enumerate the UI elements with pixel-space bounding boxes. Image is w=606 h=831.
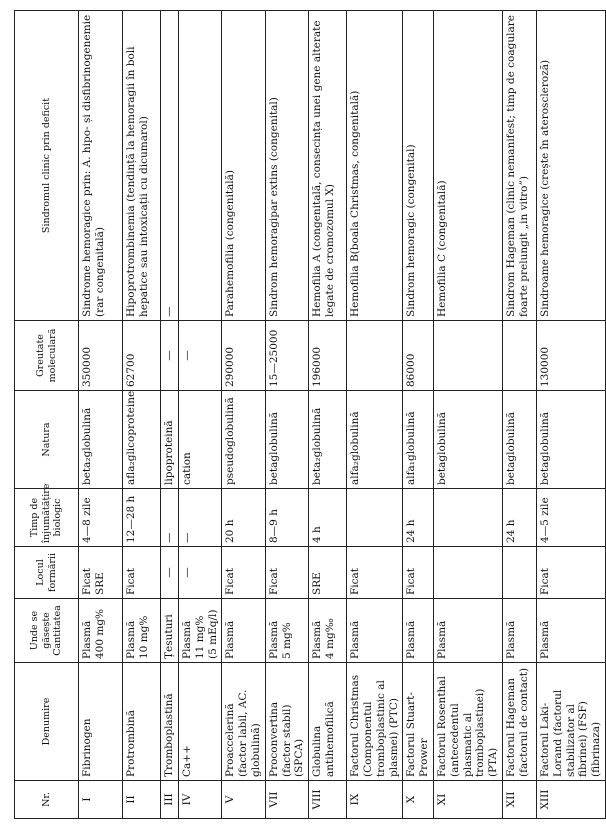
cell-formation: — [161,547,179,599]
cell-weight: — [161,321,179,391]
cell-nature: pseudoglobulină [222,391,265,489]
cell-formation: Ficat [403,547,434,599]
cell-syndrome: Parahemofilia (congenitală) [222,11,265,321]
cell-syndrome: Sindrom hemoragic (congenital) [403,11,434,321]
table-row [502,11,536,819]
table-row [433,11,502,819]
cell-syndrome: Hipoprotrombinemia (tendință la hemoragii în boli hepatice sau intoxicații cu dicumarol) [123,11,161,321]
cell-nr: II [123,781,161,819]
cell-weight [502,321,536,391]
cell-location: Plasmă [502,599,536,663]
cell-weight: 130000 [536,321,605,391]
cell-nature: betaglobulină [502,391,536,489]
cell-syndrome [179,11,222,321]
cell-location: Plasmă 4 mg‰ [309,599,347,663]
cell-name: Proconvertina (factor stabil) (SPCA) [265,663,308,781]
cell-nature: betaglobulină [433,391,502,489]
cell-nr: III [161,781,179,819]
cell-name: Globulina antihemofilică [309,663,347,781]
cell-weight: 290000 [222,321,265,391]
cell-name: Protrombină [123,663,161,781]
cell-halflife: — [179,489,222,547]
cell-name: Factorul Christmas (Componentul tromboplastinic al plasmei) (PTC) [347,663,403,781]
cell-weight: 86000 [403,321,434,391]
cell-nature: betaglobulină [536,391,605,489]
cell-nature: alfa₂globulină [347,391,403,489]
cell-formation: — [179,547,222,599]
cell-syndrome: Hemofilia C (congenitală) [433,11,502,321]
table-row [222,11,265,819]
cell-formation [433,547,502,599]
cell-weight: 196000 [309,321,347,391]
cell-halflife [347,489,403,547]
cell-nature: cation [179,391,222,489]
cell-syndrome: Sindrom Hageman (clinic nemanifest; timp de coagulare foarte prelungit „in vitro”) [502,11,536,321]
cell-syndrome: Hemofilia A (congenitală, consecința unei gene alterate legate de cromozomul X) [309,11,347,321]
table-row [265,11,308,819]
header-syndrome: Sindromul clinic prin deficit [15,11,79,321]
cell-halflife: 4 h [309,489,347,547]
cell-formation: Ficat [123,547,161,599]
cell-weight [347,321,403,391]
table-row [79,11,123,819]
table-row [309,11,347,819]
cell-syndrome: Hemofilia B(boala Christmas, congenitală) [347,11,403,321]
cell-weight [433,321,502,391]
cell-syndrome: Sindrom hemoragipar extins (congenital) [265,11,308,321]
cell-location: Plasmă [222,599,265,663]
header-nr: Nr. [15,781,79,819]
cell-halflife: 12—28 h [123,489,161,547]
cell-name: Ca++ [179,663,222,781]
cell-name: Factorul Laki-Lorand (factorul stabilizator al fibrinei) (FSF) (fibrinaza) [536,663,605,781]
cell-location: Țesuturi [161,599,179,663]
table-row [123,11,161,819]
cell-nr: XI [433,781,502,819]
header-name: Denumire [15,663,79,781]
cell-formation: Ficat [265,547,308,599]
table-row [179,11,222,819]
cell-nature: beta₂globulină [79,391,123,489]
cell-halflife: — [161,489,179,547]
cell-syndrome: — [161,11,179,321]
cell-syndrome: Sindrome hemoragice prin: A. hipo- și disfibrinogenemie (rar congenitală) [79,11,123,321]
cell-name: Tromboplastină [161,663,179,781]
cell-formation: Ficat [536,547,605,599]
header-location: Unde se găsește Cantitatea [15,599,79,663]
table-row [536,11,605,819]
table-row [403,11,434,819]
coagulation-factors-table [14,10,606,819]
cell-halflife: 4—5 zile [536,489,605,547]
cell-name: Fibrinogen [79,663,123,781]
cell-location: Plasmă [536,599,605,663]
cell-formation: Ficat [347,547,403,599]
header-halflife: Timp de înjumătățire biologic [15,489,79,547]
cell-halflife: 20 h [222,489,265,547]
cell-location: Plasmă [433,599,502,663]
cell-location: Plasmă 10 mg% [123,599,161,663]
cell-syndrome: Sindroame hemoragice (crește în ateroscleroză) [536,11,605,321]
cell-halflife: 4—8 zile [79,489,123,547]
cell-name: Factorul Rosenthal (antecedentul plasmatic al tromboplastinei) (PTA) [433,663,502,781]
cell-nature: alfa₁globulină [403,391,434,489]
cell-formation: Ficat SRE [79,547,123,599]
cell-location: Plasmă [347,599,403,663]
cell-name: Factorul Stuart-Prower [403,663,434,781]
header-nature: Natura [15,391,79,489]
cell-location: Plasmă [403,599,434,663]
cell-weight: — [179,321,222,391]
cell-weight: 15—25000 [265,321,308,391]
cell-halflife: 24 h [502,489,536,547]
cell-halflife [433,489,502,547]
cell-nr: XIII [536,781,605,819]
cell-name: Factorul Hageman (factorul de contact) [502,663,536,781]
header-formation: Locul formării [15,547,79,599]
cell-nr: I [79,781,123,819]
cell-formation: SRE [309,547,347,599]
cell-location: Plasmă 11 mg% (5 mEq/l) [179,599,222,663]
cell-nature: beta₂globulină [309,391,347,489]
cell-nr: XII [502,781,536,819]
header-row [15,11,79,819]
table-row [161,11,179,819]
cell-formation [502,547,536,599]
table-row [347,11,403,819]
cell-nature: lipoproteină [161,391,179,489]
cell-nature: betaglobulină [265,391,308,489]
cell-nr: IV [179,781,222,819]
cell-halflife: 8—9 h [265,489,308,547]
cell-location: Plasmă 400 mg% [79,599,123,663]
cell-nr: IX [347,781,403,819]
cell-formation: Ficat [222,547,265,599]
cell-weight: 62700 [123,321,161,391]
cell-weight: 350000 [79,321,123,391]
cell-nr: VII [265,781,308,819]
cell-halflife: 24 h [403,489,434,547]
cell-nr: V [222,781,265,819]
cell-nr: X [403,781,434,819]
cell-nr: VIII [309,781,347,819]
header-weight: Greutate moleculară [15,321,79,391]
cell-name: Proaccelerină (factor labil, AC. globulină) [222,663,265,781]
cell-nature: afla₂glicoproteine [123,391,161,489]
cell-location: Plasmă 5 mg% [265,599,308,663]
